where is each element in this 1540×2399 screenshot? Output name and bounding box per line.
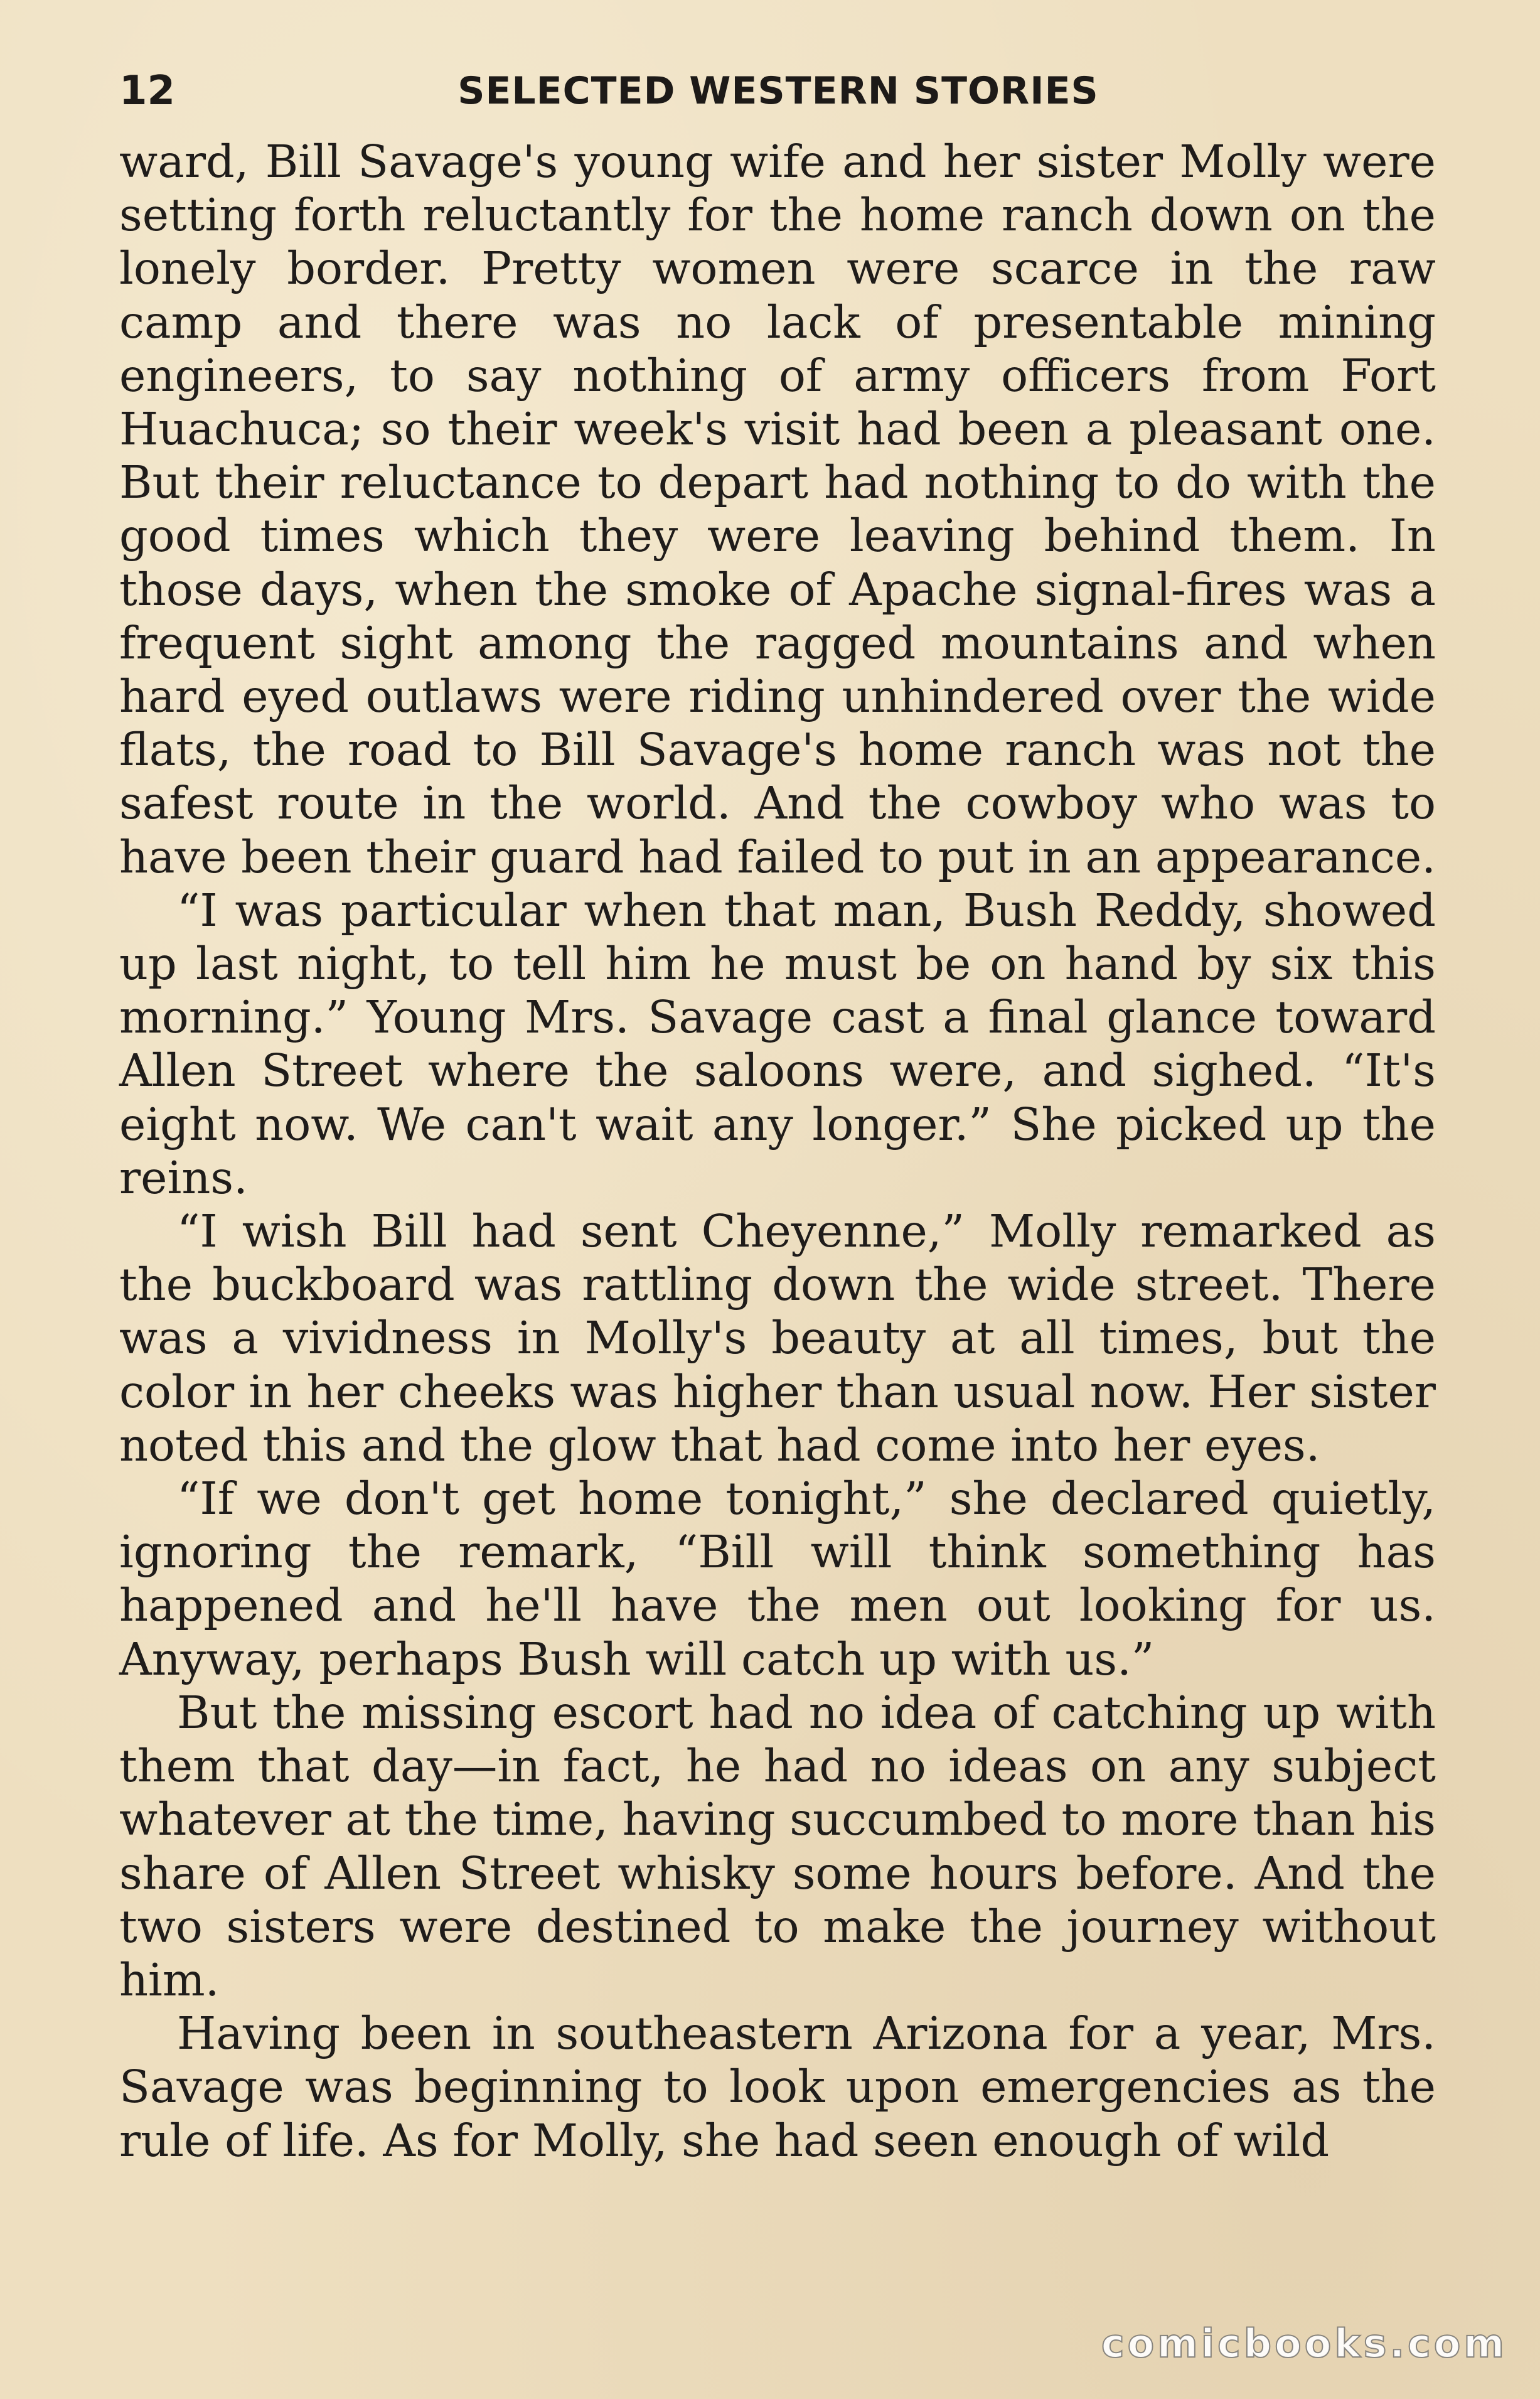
- page-header: [119, 56, 1437, 126]
- paragraph: “I wish Bill had sent Cheyenne,” Molly remarked as the buckboard was rattling down the wide street. There was a vividness in Molly's beauty at all times, but the color in her cheeks was higher than usual now. Her sister noted this and the glow that had come into her eyes.: [119, 1205, 1436, 1471]
- paragraph: “If we don't get home tonight,” she declared quietly, ignoring the remark, “Bill will think something has happened and he'll have the men out looking for us. Anyway, perhaps Bush will catch up with us.”: [119, 1473, 1436, 1685]
- paragraph: “I was particular when that man, Bush Reddy, showed up last night, to tell him he must be on hand by six this morning.” Young Mrs. Savage cast a final glance toward Allen Street where the saloons were, and sighed. “It's eight now. We can't wait any longer.” She picked up the reins.: [119, 884, 1436, 1204]
- running-title: SELECTED WESTERN STORIES: [457, 69, 1099, 113]
- watermark: comicbooks.com: [1101, 2321, 1507, 2366]
- paragraph: But the missing escort had no idea of catching up with them that day—in fact, he had no ideas on any subject whatever at the time, having succumbed to more than his share of Allen Street whisky some hours before. And the two sisters were destined to make the journey without him.: [119, 1686, 1436, 2006]
- paragraph: Having been in southeastern Arizona for a year, Mrs. Savage was beginning to look upon emergencies as the rule of life. As for Molly, she had seen enough of wild: [119, 2007, 1436, 2167]
- body-text: [119, 135, 1436, 2167]
- page-number: 12: [119, 68, 176, 114]
- paragraph-continued: ward, Bill Savage's young wife and her sister Molly were setting forth reluctantly for the home ranch down on the lonely border. Pretty women were scarce in the raw camp and there was no lack of presentable mining engineers, to say nothing of army officers from Fort Huachuca; so their week's visit had been a pleasant one. But their reluctance to depart had nothing to do with the good times which they were leaving behind them. In those days, when the smoke of Apache signal-fires was a frequent sight among the ragged mountains and when hard eyed outlaws were riding unhindered over the wide flats, the road to Bill Savage's home ranch was not the safest route in the world. And the cowboy who was to have been their guard had failed to put in an appearance.: [119, 136, 1436, 883]
